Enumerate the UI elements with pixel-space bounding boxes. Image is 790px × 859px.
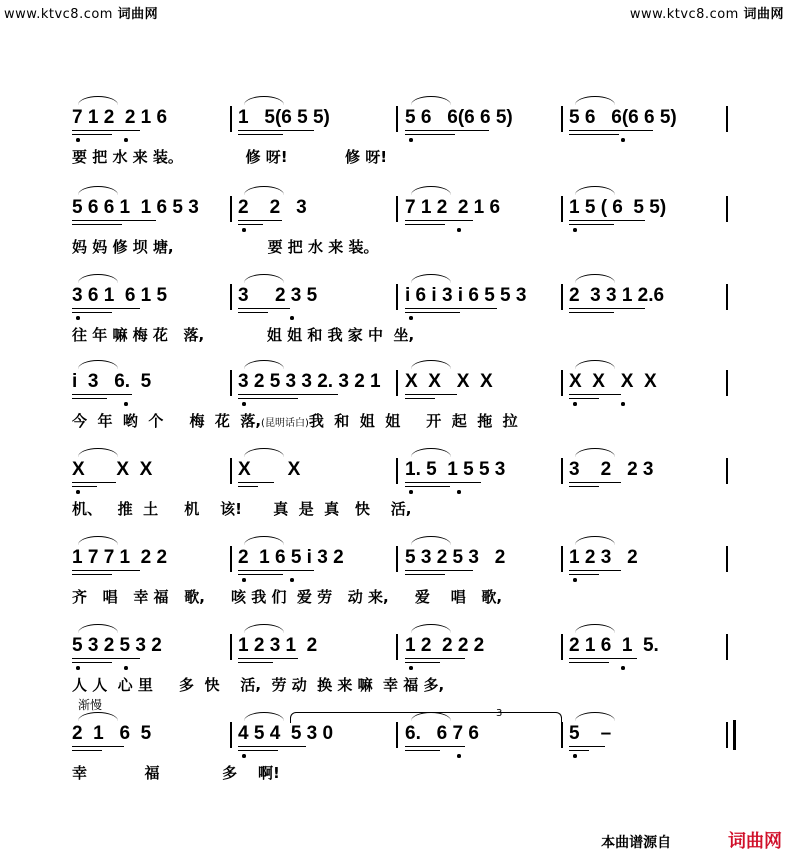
watermark-right: www.ktvc8.com 词曲网 — [629, 7, 784, 22]
beam — [569, 398, 599, 399]
beam — [72, 570, 140, 571]
slur — [575, 624, 615, 633]
beam — [72, 308, 140, 309]
beam — [238, 308, 290, 309]
lyrics-line — [72, 148, 387, 166]
beam — [405, 308, 497, 309]
low-octave-dot — [409, 138, 413, 142]
beam — [569, 134, 619, 135]
beam — [238, 486, 258, 487]
beam — [405, 746, 465, 747]
low-octave-dot — [76, 316, 80, 320]
beam — [238, 220, 282, 221]
note-group: 3 2 2 3 — [569, 459, 654, 480]
low-octave-dot — [242, 578, 246, 582]
bar-line — [726, 634, 728, 660]
low-octave-dot — [76, 138, 80, 142]
lyrics-tail: 我 和 姐 姐 开 起 拖 拉 — [308, 412, 518, 430]
low-octave-dot — [409, 490, 413, 494]
low-octave-dot — [573, 402, 577, 406]
beam — [569, 394, 621, 395]
beam — [72, 574, 112, 575]
slur — [244, 360, 284, 369]
bar-line — [561, 106, 563, 132]
lyrics-line — [72, 500, 411, 518]
slur — [244, 712, 284, 721]
low-octave-dot — [290, 316, 294, 320]
beam — [405, 398, 435, 399]
low-octave-dot — [124, 666, 128, 670]
beam — [569, 308, 645, 309]
note-group: 2 1 6 5 — [72, 723, 152, 744]
bar-line — [726, 106, 728, 132]
lyrics-text: 人 人 心 里 多 快 活, 劳 动 换 来 嘛 幸 福 多, — [72, 676, 445, 694]
bar-line — [726, 370, 728, 396]
bar-line — [726, 458, 728, 484]
beam — [238, 312, 268, 313]
slur — [78, 274, 118, 283]
note-group: 5 3 2 5 3 2 — [72, 635, 162, 656]
beam — [405, 482, 481, 483]
beam — [405, 220, 473, 221]
slur — [575, 536, 615, 545]
low-octave-dot — [124, 138, 128, 142]
note-group: 2 1 6 5 i 3 2 — [238, 547, 344, 568]
note-group: 3 6 1 6 1 5 — [72, 285, 168, 306]
lyrics-line — [72, 238, 378, 256]
bar-line — [230, 284, 232, 310]
beam — [405, 224, 445, 225]
slur — [575, 186, 615, 195]
beam — [569, 658, 637, 659]
lyrics-text: 往 年 嘛 梅 花 落, 姐 姐 和 我 家 中 坐, — [72, 326, 415, 344]
bar-line — [230, 106, 232, 132]
low-octave-dot — [621, 138, 625, 142]
low-octave-dot — [457, 754, 461, 758]
beam — [569, 312, 614, 313]
note-group: 5 3 2 5 3 2 — [405, 547, 506, 568]
bar-line — [561, 546, 563, 572]
bar-line — [396, 106, 398, 132]
bar-line — [396, 634, 398, 660]
slur — [78, 712, 118, 721]
beam — [405, 134, 455, 135]
beam — [569, 130, 653, 131]
beam — [569, 224, 614, 225]
note-group: X X — [238, 459, 301, 480]
slur — [411, 536, 451, 545]
slur — [244, 624, 284, 633]
lyrics-line — [72, 764, 280, 782]
note-group: 3 2 3 5 — [238, 285, 318, 306]
note-group: 5 6 6(6 6 5) — [569, 107, 677, 128]
beam — [72, 662, 112, 663]
beam — [72, 750, 102, 751]
beam — [405, 662, 440, 663]
bar-line — [561, 722, 563, 748]
slur — [411, 96, 451, 105]
beam — [569, 570, 621, 571]
beam — [405, 486, 450, 487]
note-group: 1 2 3 1 2 — [238, 635, 318, 656]
note-group: X X X — [72, 459, 153, 480]
slur — [244, 186, 284, 195]
slur — [78, 448, 118, 457]
note-group: 2 2 3 — [238, 197, 307, 218]
bar-line — [396, 370, 398, 396]
note-group: 2 3 3 1 2.6 — [569, 285, 665, 306]
source-text: 本曲谱源自 — [601, 835, 672, 851]
low-octave-dot — [242, 754, 246, 758]
beam — [405, 750, 440, 751]
note-group: 1 2 2 2 2 — [405, 635, 485, 656]
bar-line — [726, 546, 728, 572]
bar-line — [561, 284, 563, 310]
bar-line — [230, 458, 232, 484]
bar-line — [561, 196, 563, 222]
beam — [238, 394, 338, 395]
lyrics-line — [72, 412, 518, 433]
beam — [569, 746, 605, 747]
bar-line — [396, 722, 398, 748]
bar-line — [726, 196, 728, 222]
bar-line — [726, 722, 728, 748]
slur — [78, 96, 118, 105]
slur — [78, 360, 118, 369]
bar-line — [396, 196, 398, 222]
note-group: 1 7 7 1 2 2 — [72, 547, 168, 568]
bar-line — [230, 634, 232, 660]
lyrics-text: 机、 推 土 机 该! 真 是 真 快 活, — [72, 500, 412, 518]
beam — [238, 224, 263, 225]
beam — [569, 750, 589, 751]
lyrics-text: 要 把 水 来 装。 修 呀! 修 呀! — [72, 148, 388, 166]
beam — [238, 662, 273, 663]
bar-line — [396, 458, 398, 484]
beam — [72, 398, 107, 399]
slur — [244, 274, 284, 283]
beam — [569, 220, 645, 221]
note-group: 2 1 6 1 5. — [569, 635, 659, 656]
bar-line — [230, 722, 232, 748]
lyrics-text: 幸 福 多 啊! — [72, 764, 280, 782]
low-octave-dot — [573, 754, 577, 758]
beam — [569, 482, 621, 483]
beam — [72, 394, 132, 395]
beam — [405, 312, 460, 313]
note-group: 5 6 6 1 1 6 5 3 — [72, 197, 199, 218]
bar-line — [230, 370, 232, 396]
bar-line — [396, 284, 398, 310]
beam — [405, 394, 457, 395]
slur — [244, 536, 284, 545]
lyrics-line — [72, 326, 414, 344]
beam — [72, 486, 97, 487]
low-octave-dot — [242, 402, 246, 406]
lyrics-line — [72, 676, 444, 694]
slur — [411, 274, 451, 283]
slur — [78, 624, 118, 633]
spoken-note: (昆明话白) — [261, 418, 309, 429]
low-octave-dot — [573, 578, 577, 582]
low-octave-dot — [124, 402, 128, 406]
low-octave-dot — [290, 578, 294, 582]
note-group: X X X X — [569, 371, 657, 392]
bar-line — [561, 634, 563, 660]
beam — [238, 746, 306, 747]
note-group: i 3 6. 5 — [72, 371, 152, 392]
bar-line — [561, 370, 563, 396]
beam — [72, 130, 140, 131]
beam — [72, 224, 122, 225]
lyrics-text: 齐 唱 幸 福 歌, 咳 我 们 爱 劳 动 来, 爱 唱 歌, — [72, 588, 503, 606]
slur — [575, 360, 615, 369]
triplet-mark: 3 — [496, 708, 503, 719]
lyrics-text: 今 年 哟 个 梅 花 落, — [72, 412, 262, 430]
beam — [72, 482, 116, 483]
bar-line — [230, 546, 232, 572]
beam — [238, 398, 298, 399]
beam — [238, 750, 278, 751]
bar-line — [726, 284, 728, 310]
beam — [238, 658, 298, 659]
slur — [411, 448, 451, 457]
slur — [78, 186, 118, 195]
note-group: 7 1 2 2 1 6 — [405, 197, 501, 218]
bar-line — [396, 546, 398, 572]
note-group: 1 5(6 5 5) — [238, 107, 330, 128]
low-octave-dot — [242, 228, 246, 232]
low-octave-dot — [457, 490, 461, 494]
slur — [411, 624, 451, 633]
note-group: 1 5 ( 6 5 5) — [569, 197, 667, 218]
bar-line — [561, 458, 563, 484]
brand-logo: 词曲网 — [728, 831, 782, 852]
beam — [238, 134, 283, 135]
low-octave-dot — [409, 316, 413, 320]
note-group: 5 – — [569, 723, 612, 744]
low-octave-dot — [76, 666, 80, 670]
beam — [72, 746, 124, 747]
beam — [569, 574, 599, 575]
beam — [72, 134, 112, 135]
beam — [569, 486, 599, 487]
lyrics-text: 妈 妈 修 坝 塘, 要 把 水 来 装。 — [72, 238, 379, 256]
bar-line — [230, 196, 232, 222]
triplet-bracket — [290, 712, 562, 723]
slur — [78, 536, 118, 545]
note-group: 1. 5 1 5 5 3 — [405, 459, 506, 480]
watermark-left: www.ktvc8.com 词曲网 — [4, 7, 159, 22]
beam — [72, 658, 140, 659]
slur — [575, 712, 615, 721]
slur — [244, 96, 284, 105]
note-group: 1 2 3 2 — [569, 547, 638, 568]
beam — [405, 570, 473, 571]
note-group: X X X X — [405, 371, 493, 392]
beam — [238, 482, 274, 483]
beam — [405, 574, 445, 575]
beam — [569, 662, 609, 663]
beam — [238, 130, 314, 131]
slur — [575, 96, 615, 105]
slur — [575, 448, 615, 457]
slur — [575, 274, 615, 283]
beam — [238, 574, 283, 575]
slur — [244, 448, 284, 457]
tempo-mark: 渐慢 — [78, 698, 103, 712]
note-group: 4 5 4 5 3 0 — [238, 723, 334, 744]
low-octave-dot — [76, 490, 80, 494]
note-group: 7 1 2 2 1 6 — [72, 107, 168, 128]
final-bar-line — [733, 720, 736, 750]
beam — [72, 312, 112, 313]
lyrics-line — [72, 588, 502, 606]
low-octave-dot — [621, 666, 625, 670]
footer-source — [601, 827, 782, 853]
note-group: 6. 6 7 6 — [405, 723, 479, 744]
low-octave-dot — [621, 402, 625, 406]
beam — [405, 658, 465, 659]
note-group: 3 2 5 3 3 2. 3 2 1 — [238, 371, 381, 392]
low-octave-dot — [409, 666, 413, 670]
beam — [72, 220, 156, 221]
slur — [411, 360, 451, 369]
slur — [411, 186, 451, 195]
note-group: i 6 i 3 i 6 5 5 3 — [405, 285, 527, 306]
note-group: 5 6 6(6 6 5) — [405, 107, 513, 128]
beam — [405, 130, 489, 131]
beam — [238, 570, 314, 571]
low-octave-dot — [573, 228, 577, 232]
low-octave-dot — [457, 228, 461, 232]
